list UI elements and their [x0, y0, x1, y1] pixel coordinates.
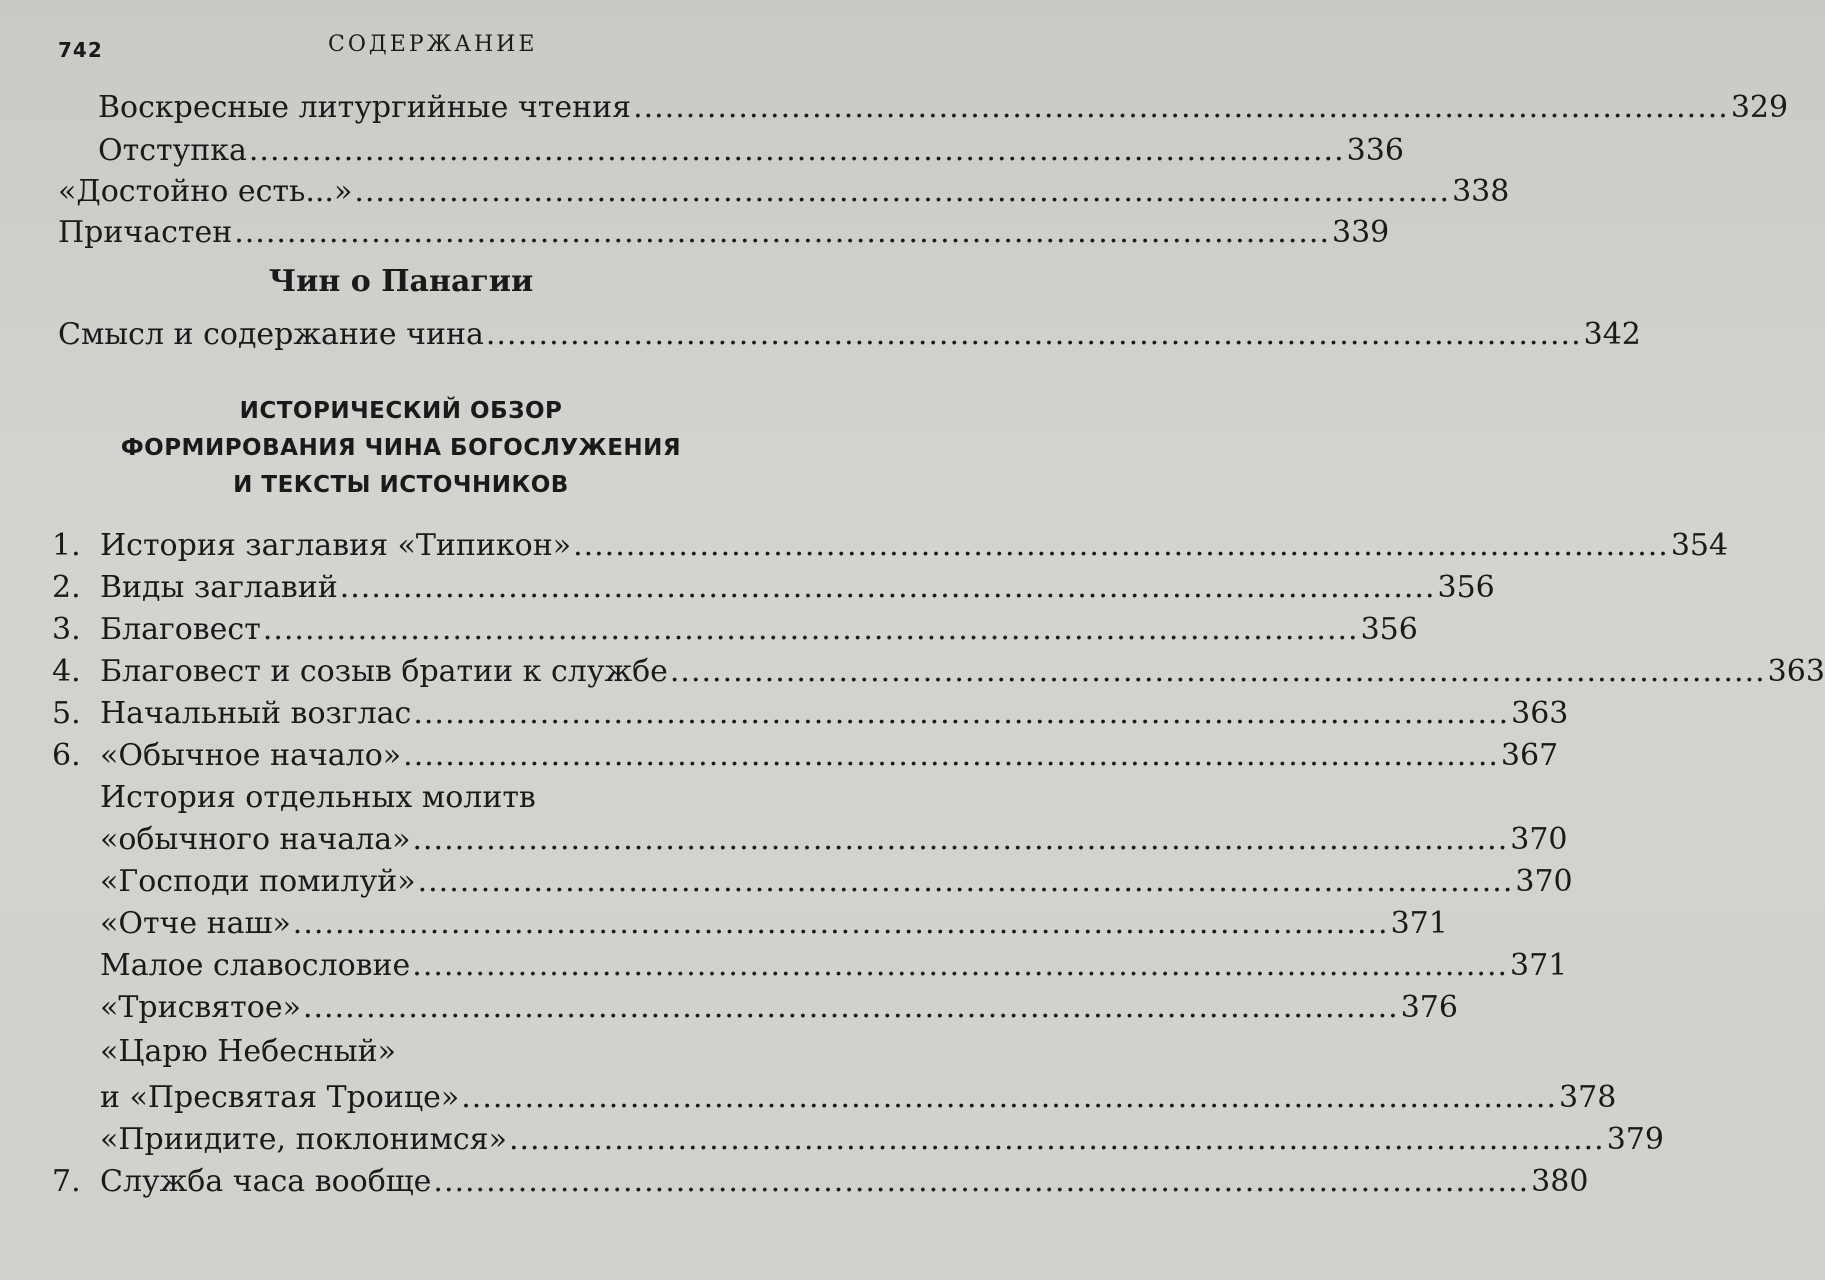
page-number: 742 [58, 38, 103, 62]
toc-entry-page: 378 [1559, 1080, 1617, 1115]
toc-entry-page: 342 [1583, 317, 1641, 352]
toc-entry [0, 734, 1559, 778]
dot-leader: ........................................................................................................ [403, 738, 1499, 773]
toc-entry [0, 608, 1418, 652]
toc-entry-page: 371 [1390, 906, 1448, 941]
toc-entry-page: 371 [1510, 948, 1568, 983]
toc-entry-label: «Отче наш» [100, 906, 291, 941]
toc-entry-page: 354 [1670, 528, 1729, 563]
toc-entry [0, 1076, 1617, 1120]
toc-entry-page: 329 [1730, 90, 1789, 125]
toc-entry [0, 211, 1390, 255]
toc-entry-page: 338 [1452, 174, 1510, 209]
toc-entry-page: 363 [1511, 696, 1569, 731]
dot-leader: ........................................................................................................ [262, 612, 1359, 647]
toc-entry-number: 3. [52, 612, 81, 647]
toc-entry [0, 944, 1568, 988]
toc-entry-label: Благовест [100, 612, 261, 647]
toc-entry-label: Воскресные литургийные чтения [98, 90, 632, 125]
historical-title-line: ФОРМИРОВАНИЯ ЧИНА БОГОСЛУЖЕНИЯ [120, 435, 682, 461]
section-title-panagia: Чин о Панагии [268, 264, 534, 299]
toc-entry-page: 376 [1400, 990, 1458, 1025]
toc-entry-label: «Достойно есть...» [58, 174, 353, 209]
dot-leader: ........................................................................................................ [633, 90, 1729, 125]
toc-entry-label: Отступка [98, 133, 247, 168]
toc-entry-label: Малое славословие [100, 948, 411, 983]
toc-entry-number: 5. [52, 696, 81, 731]
toc-entry-page: 356 [1360, 612, 1418, 647]
toc-entry [0, 902, 1448, 946]
dot-leader: ........................................................................................................ [485, 317, 1582, 352]
historical-title-line: И ТЕКСТЫ ИСТОЧНИКОВ [233, 472, 569, 498]
page-header [58, 32, 778, 68]
toc-entry-page: 336 [1346, 133, 1404, 168]
dot-leader: ........................................................................................................ [573, 528, 1669, 563]
toc-entry [0, 818, 1568, 862]
toc-entry [0, 860, 1573, 904]
dot-leader: ........................................................................................................ [669, 654, 1766, 689]
toc-entry-number: 2. [52, 570, 81, 605]
dot-leader: ........................................................................................................ [508, 1122, 1605, 1157]
toc-entry-page: 370 [1510, 822, 1568, 857]
toc-entry-label: «Обычное начало» [100, 738, 402, 773]
toc-entry [0, 566, 1495, 610]
toc-entry-label: Благовест и созыв братии к службе [100, 654, 668, 689]
dot-leader: ........................................................................................................ [354, 174, 1451, 209]
dot-leader: ........................................................................................................ [339, 570, 1436, 605]
toc-entry-label: Виды заглавий [100, 570, 338, 605]
toc-entry [0, 1160, 1589, 1204]
running-title: СОДЕРЖАНИЕ [328, 32, 538, 57]
toc-entry-page: 339 [1332, 215, 1390, 250]
toc-entry-number: 7. [52, 1164, 81, 1199]
toc-entry-label: Служба часа вообще [100, 1164, 432, 1199]
dot-leader: ........................................................................................................ [412, 948, 1509, 983]
toc-entry [0, 1118, 1664, 1162]
toc-entry-number: 1. [52, 528, 81, 563]
toc-entry-number: 6. [52, 738, 81, 773]
historical-title-line: ИСТОРИЧЕСКИЙ ОБЗОР [239, 398, 563, 424]
toc-entry [0, 986, 1458, 1030]
toc-entry-label: «Трисвятое» [100, 990, 301, 1025]
toc-entry [0, 524, 1729, 568]
toc-entry-label: Причастен [58, 215, 233, 250]
toc-entry-page: 367 [1500, 738, 1559, 773]
toc-entry-label: История заглавия «Типикон» [100, 528, 572, 563]
dot-leader: ........................................................................................................ [292, 906, 1389, 941]
toc-entry-page: 380 [1531, 1164, 1589, 1199]
dot-leader: ........................................................................................................ [413, 696, 1510, 731]
toc-entry [0, 170, 1510, 214]
dot-leader: ........................................................................................................ [234, 215, 1330, 250]
dot-leader: ........................................................................................................ [461, 1080, 1558, 1115]
toc-entry [0, 692, 1569, 736]
toc-entry-page: 370 [1515, 864, 1573, 899]
toc-entry-label: Начальный возглас [100, 696, 412, 731]
toc-entry-label: «Господи помилуй» [100, 864, 416, 899]
dot-leader: ........................................................................................................ [417, 864, 1514, 899]
dot-leader: ........................................................................................................ [302, 990, 1399, 1025]
toc-entry-number: 4. [52, 654, 81, 689]
toc-entry-label: и «Пресвятая Троице» [100, 1080, 460, 1115]
toc-subheading: История отдельных молитв [100, 780, 536, 815]
toc-entry [0, 650, 1825, 694]
dot-leader: ........................................................................................................ [248, 133, 1345, 168]
toc-entry-label: «обычного начала» [100, 822, 411, 857]
dot-leader: ........................................................................................................ [412, 822, 1509, 857]
toc-entry-label: Смысл и содержание чина [58, 317, 484, 352]
toc-entry [0, 313, 1641, 357]
toc-entry-label: «Приидите, поклонимся» [100, 1122, 507, 1157]
toc-entry-page: 356 [1437, 570, 1495, 605]
dot-leader: ........................................................................................................ [433, 1164, 1530, 1199]
toc-subheading: «Царю Небесный» [100, 1034, 397, 1069]
toc-entry-page: 363 [1767, 654, 1825, 689]
toc-entry [0, 129, 1404, 173]
toc-entry-page: 379 [1606, 1122, 1664, 1157]
toc-entry [0, 86, 1789, 130]
